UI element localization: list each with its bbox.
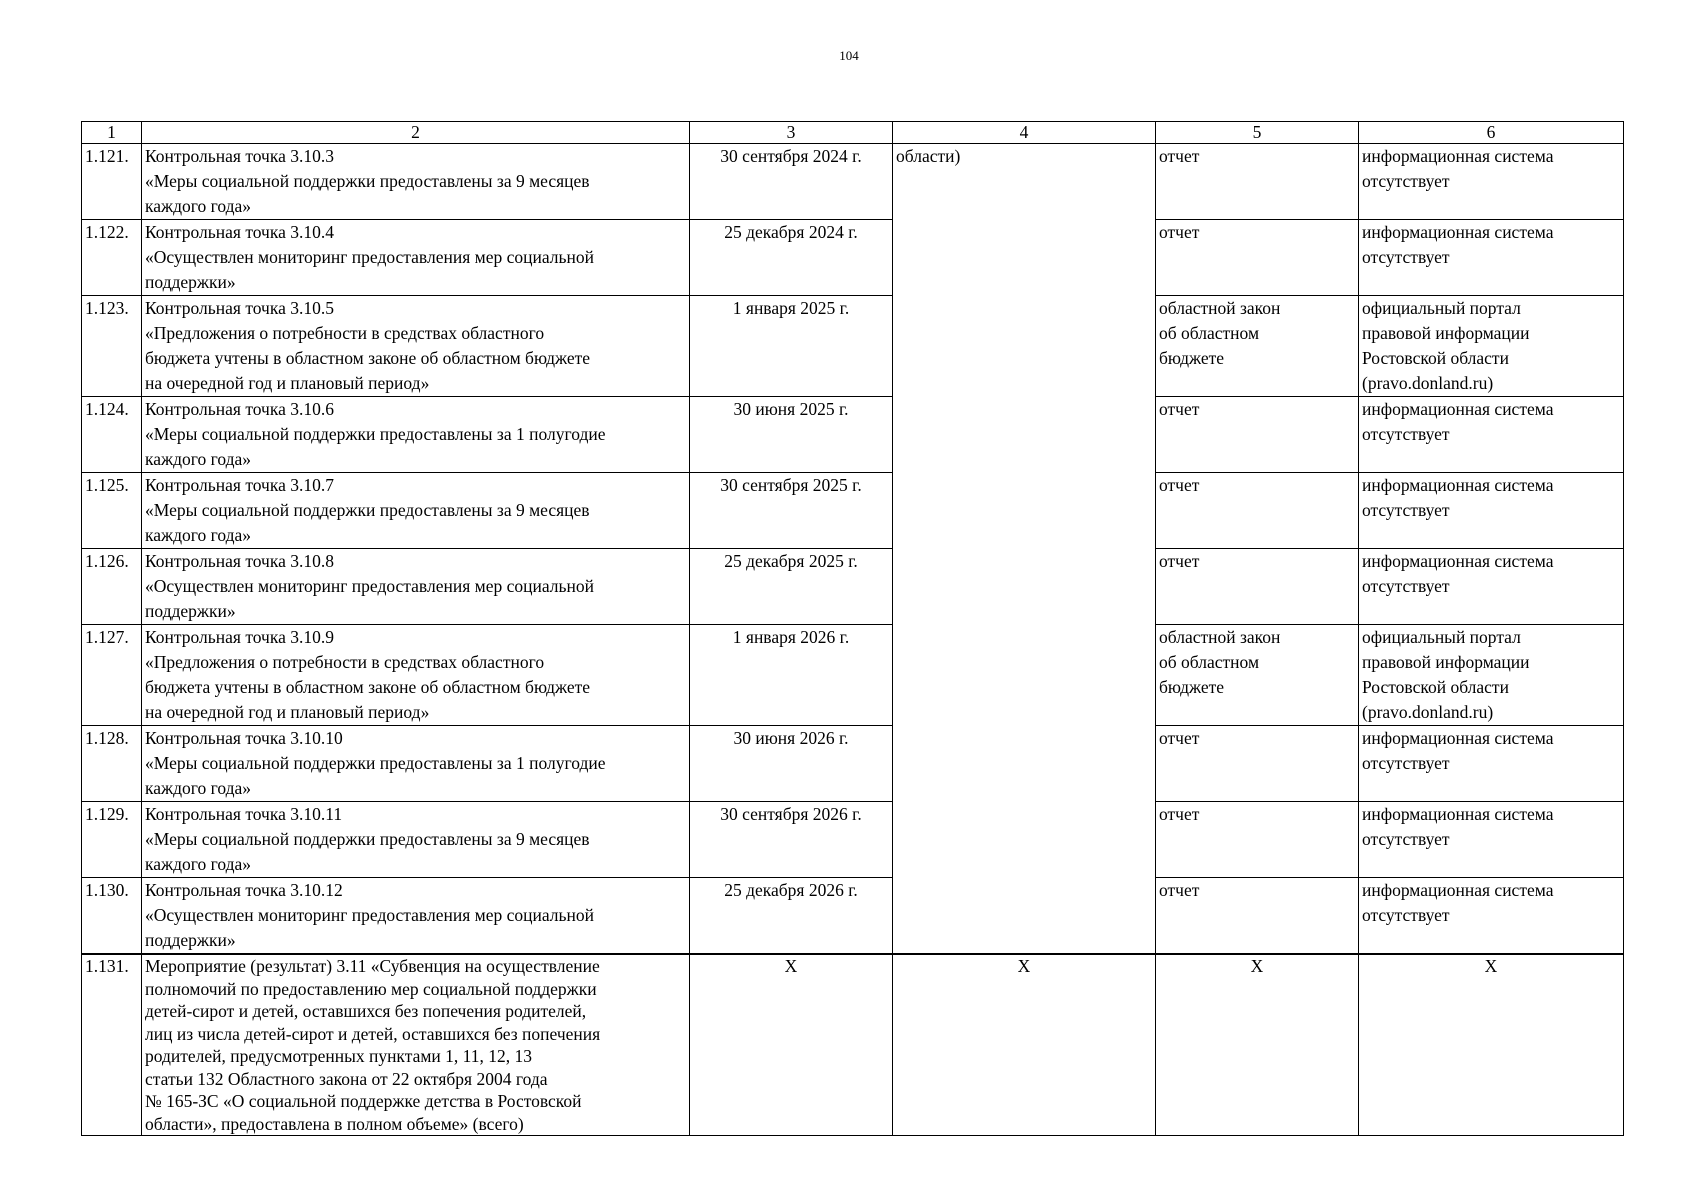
- checkpoint-description-cell: [142, 802, 690, 878]
- description-line: на очередной год и плановый период»: [145, 702, 430, 722]
- document-line: об областном: [1159, 323, 1260, 343]
- description-line: поддержки»: [145, 601, 236, 621]
- description-line: каждого года»: [145, 525, 252, 545]
- description-line: Контрольная точка 3.10.3: [145, 146, 334, 166]
- description-line: поддержки»: [145, 930, 236, 950]
- description-line: «Осуществлен мониторинг предоставления мер социальной: [145, 576, 594, 596]
- row-number-cell: 1.122.: [82, 220, 142, 296]
- document-type-cell: [1156, 296, 1359, 397]
- system-line: отсутствует: [1362, 424, 1450, 444]
- description-line: бюджета учтены в областном законе об областном бюджете: [145, 677, 591, 697]
- table-row-final: [82, 954, 1624, 1136]
- document-type-cell: [1156, 220, 1359, 296]
- system-line: отсутствует: [1362, 247, 1450, 267]
- table-row: [82, 473, 1624, 549]
- row-number-cell: 1.126.: [82, 549, 142, 625]
- checkpoint-description-cell: [142, 220, 690, 296]
- description-line: «Меры социальной поддержки предоставлены за 9 месяцев: [145, 500, 590, 520]
- system-line: официальный портал: [1362, 627, 1521, 647]
- deadline-cell: 1 января 2026 г.: [690, 625, 893, 726]
- description-line: каждого года»: [145, 854, 252, 874]
- document-line: бюджете: [1159, 348, 1225, 368]
- description-line: полномочий по предоставлению мер социальной поддержки: [145, 978, 597, 999]
- system-line: отсутствует: [1362, 829, 1450, 849]
- system-line: Ростовской области: [1362, 348, 1509, 368]
- information-system-cell: [1359, 625, 1624, 726]
- deadline-cell: 30 сентября 2024 г.: [690, 144, 893, 220]
- checkpoint-description-cell: [142, 296, 690, 397]
- document-type-cell: [1156, 625, 1359, 726]
- document-type-cell: [1156, 549, 1359, 625]
- information-system-cell: [1359, 726, 1624, 802]
- header-row: [82, 122, 1624, 144]
- description-line: Контрольная точка 3.10.5: [145, 298, 334, 318]
- system-line: информационная система: [1362, 880, 1554, 900]
- document-type-cell: [1156, 144, 1359, 220]
- row-number-cell: 1.129.: [82, 802, 142, 878]
- row-number-cell: 1.131.: [82, 954, 142, 1136]
- plan-table-body: [82, 144, 1624, 1136]
- information-system-cell: [1359, 296, 1624, 397]
- not-applicable-mark-3: X: [690, 954, 893, 1136]
- description-line: «Предложения о потребности в средствах областного: [145, 652, 545, 672]
- header-cell-1: 1: [82, 122, 142, 144]
- description-line: поддержки»: [145, 272, 236, 292]
- document-line: областной закон: [1159, 298, 1281, 318]
- row-number-cell: 1.130.: [82, 878, 142, 955]
- header-cell-2: 2: [142, 122, 690, 144]
- information-system-cell: [1359, 878, 1624, 955]
- description-line: Контрольная точка 3.10.7: [145, 475, 334, 495]
- document-line: об областном: [1159, 652, 1260, 672]
- description-line: лиц из числа детей-сирот и детей, оставшихся без попечения: [145, 1023, 601, 1044]
- deadline-cell: 30 июня 2026 г.: [690, 726, 893, 802]
- system-line: информационная система: [1362, 222, 1554, 242]
- table-row: [82, 726, 1624, 802]
- description-line: бюджета учтены в областном законе об областном бюджете: [145, 348, 591, 368]
- system-line: правовой информации: [1362, 652, 1530, 672]
- description-line: «Меры социальной поддержки предоставлены за 1 полугодие: [145, 753, 606, 773]
- description-line: Контрольная точка 3.10.6: [145, 399, 334, 419]
- description-line: № 165-ЗС «О социальной поддержке детства в Ростовской: [145, 1091, 582, 1111]
- checkpoint-description-cell: [142, 549, 690, 625]
- document-line: отчет: [1159, 804, 1200, 824]
- plan-table: [81, 121, 1624, 1136]
- system-line: информационная система: [1362, 399, 1554, 419]
- system-line: отсутствует: [1362, 905, 1450, 925]
- description-line: детей-сирот и детей, оставшихся без попечения родителей,: [145, 1001, 587, 1021]
- deadline-cell: 25 декабря 2025 г.: [690, 549, 893, 625]
- row-number-cell: 1.127.: [82, 625, 142, 726]
- description-line: «Осуществлен мониторинг предоставления мер социальной: [145, 905, 594, 925]
- responsible-cell: области): [893, 144, 1156, 955]
- description-line: «Меры социальной поддержки предоставлены за 9 месяцев: [145, 829, 590, 849]
- header-cell-4: 4: [893, 122, 1156, 144]
- system-line: официальный портал: [1362, 298, 1521, 318]
- system-line: информационная система: [1362, 551, 1554, 571]
- document-type-cell: [1156, 473, 1359, 549]
- description-line: Мероприятие (результат) 3.11 «Субвенция на осуществление: [145, 956, 600, 976]
- system-line: отсутствует: [1362, 753, 1450, 773]
- document-line: бюджете: [1159, 677, 1225, 697]
- table-row: [82, 878, 1624, 955]
- information-system-cell: [1359, 144, 1624, 220]
- row-number-cell: 1.121.: [82, 144, 142, 220]
- table-row: [82, 144, 1624, 220]
- description-line: Контрольная точка 3.10.10: [145, 728, 343, 748]
- description-line: на очередной год и плановый период»: [145, 373, 430, 393]
- document-line: отчет: [1159, 222, 1200, 242]
- document-line: отчет: [1159, 475, 1200, 495]
- table-row: [82, 296, 1624, 397]
- description-line: каждого года»: [145, 778, 252, 798]
- system-line: информационная система: [1362, 728, 1554, 748]
- information-system-cell: [1359, 397, 1624, 473]
- document-line: отчет: [1159, 728, 1200, 748]
- document-type-cell: [1156, 802, 1359, 878]
- description-line: «Предложения о потребности в средствах областного: [145, 323, 545, 343]
- header-cell-6: 6: [1359, 122, 1624, 144]
- description-line: каждого года»: [145, 449, 252, 469]
- deadline-cell: 1 января 2025 г.: [690, 296, 893, 397]
- description-line: «Осуществлен мониторинг предоставления мер социальной: [145, 247, 594, 267]
- document-type-cell: [1156, 878, 1359, 955]
- checkpoint-description-cell: [142, 878, 690, 955]
- deadline-cell: 25 декабря 2024 г.: [690, 220, 893, 296]
- description-line: «Меры социальной поддержки предоставлены за 9 месяцев: [145, 171, 590, 191]
- system-line: отсутствует: [1362, 171, 1450, 191]
- information-system-cell: [1359, 473, 1624, 549]
- page-number: 104: [839, 48, 859, 63]
- document-type-cell: [1156, 397, 1359, 473]
- system-line: (pravo.donland.ru): [1362, 373, 1494, 393]
- information-system-cell: [1359, 549, 1624, 625]
- checkpoint-description-cell: [142, 397, 690, 473]
- description-line: родителей, предусмотренных пунктами 1, 11, 12, 13: [145, 1046, 532, 1066]
- description-line: Контрольная точка 3.10.4: [145, 222, 334, 242]
- document-line: отчет: [1159, 551, 1200, 571]
- row-number-cell: 1.123.: [82, 296, 142, 397]
- document-line: областной закон: [1159, 627, 1281, 647]
- system-line: информационная система: [1362, 475, 1554, 495]
- description-line: области», предоставлена в полном объеме» (всего): [145, 1113, 524, 1134]
- description-line: Контрольная точка 3.10.9: [145, 627, 334, 647]
- document-type-cell: [1156, 726, 1359, 802]
- system-line: (pravo.donland.ru): [1362, 702, 1494, 722]
- description-line: Контрольная точка 3.10.8: [145, 551, 334, 571]
- description-line: Контрольная точка 3.10.11: [145, 804, 343, 824]
- information-system-cell: [1359, 220, 1624, 296]
- header-cell-3: 3: [690, 122, 893, 144]
- table-row: [82, 549, 1624, 625]
- row-number-cell: 1.125.: [82, 473, 142, 549]
- checkpoint-description-cell: [142, 144, 690, 220]
- system-line: информационная система: [1362, 804, 1554, 824]
- header-cell-5: 5: [1156, 122, 1359, 144]
- table-row: [82, 802, 1624, 878]
- document-line: отчет: [1159, 880, 1200, 900]
- system-line: правовой информации: [1362, 323, 1530, 343]
- activity-description-cell: [142, 954, 690, 1136]
- deadline-cell: 30 сентября 2025 г.: [690, 473, 893, 549]
- description-line: каждого года»: [145, 196, 252, 216]
- checkpoint-description-cell: [142, 625, 690, 726]
- deadline-cell: 25 декабря 2026 г.: [690, 878, 893, 955]
- table-row: [82, 220, 1624, 296]
- system-line: отсутствует: [1362, 576, 1450, 596]
- document-line: отчет: [1159, 146, 1200, 166]
- row-number-cell: 1.124.: [82, 397, 142, 473]
- description-line: «Меры социальной поддержки предоставлены за 1 полугодие: [145, 424, 606, 444]
- system-line: отсутствует: [1362, 500, 1450, 520]
- deadline-cell: 30 июня 2025 г.: [690, 397, 893, 473]
- checkpoint-description-cell: [142, 473, 690, 549]
- deadline-cell: 30 сентября 2026 г.: [690, 802, 893, 878]
- document-line: отчет: [1159, 399, 1200, 419]
- table-row: [82, 625, 1624, 726]
- system-line: Ростовской области: [1362, 677, 1509, 697]
- row-number-cell: 1.128.: [82, 726, 142, 802]
- table-row: [82, 397, 1624, 473]
- not-applicable-mark-5: X: [1156, 954, 1359, 1136]
- description-line: статьи 132 Областного закона от 22 октября 2004 года: [145, 1068, 548, 1089]
- not-applicable-mark-6: X: [1359, 954, 1624, 1136]
- system-line: информационная система: [1362, 146, 1554, 166]
- not-applicable-mark-4: X: [893, 954, 1156, 1136]
- description-line: Контрольная точка 3.10.12: [145, 880, 343, 900]
- information-system-cell: [1359, 802, 1624, 878]
- checkpoint-description-cell: [142, 726, 690, 802]
